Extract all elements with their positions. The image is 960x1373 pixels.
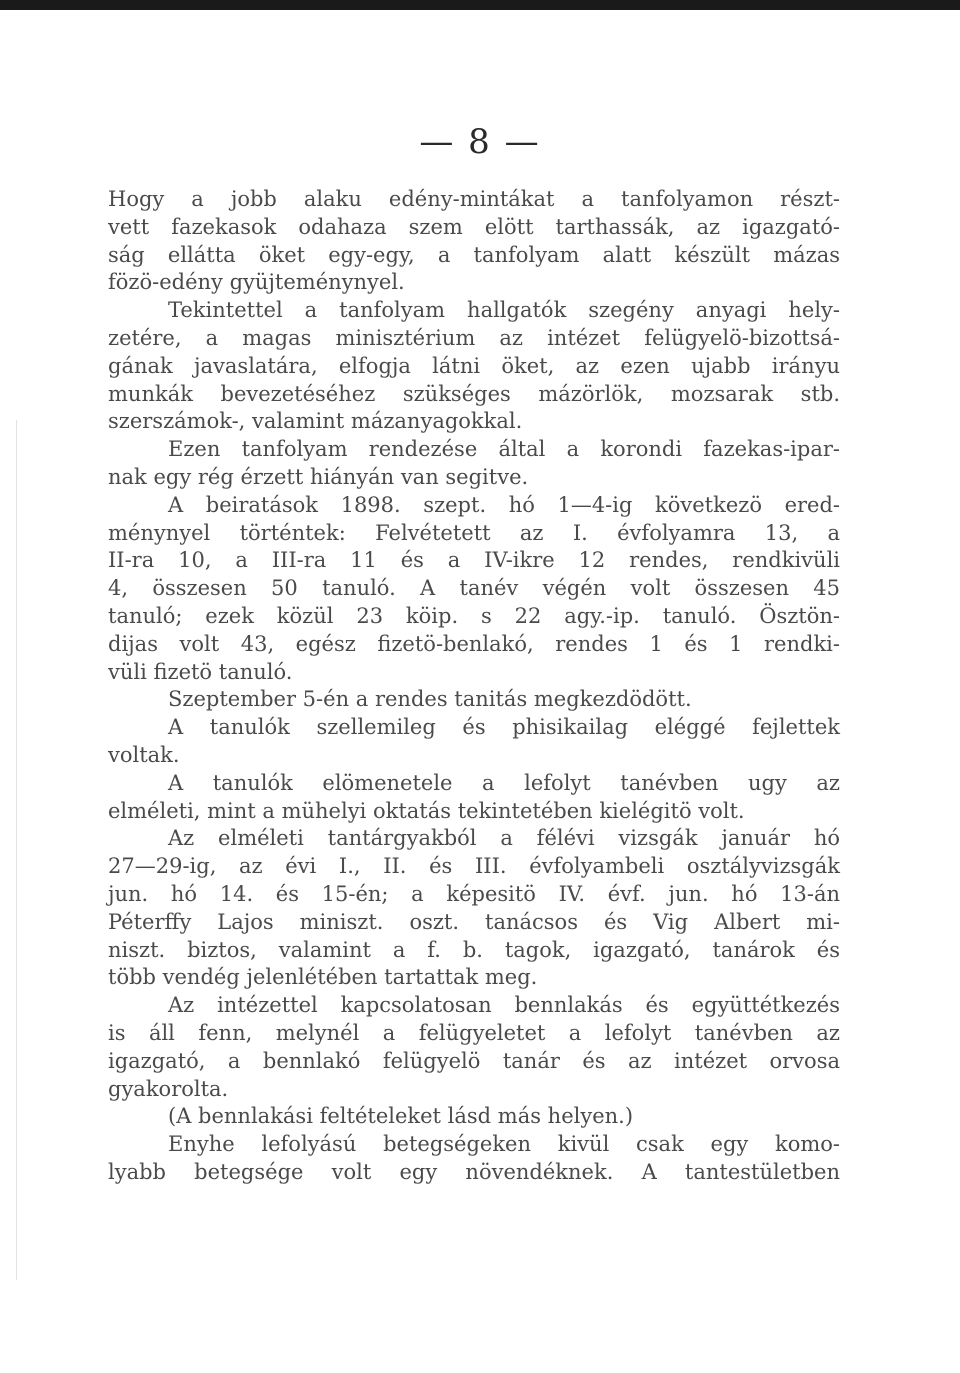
text-line: zetére, a magas minisztérium az intézet felügyelö-bizottsá-	[108, 325, 840, 350]
text-line: niszt. biztos, valamint a f. b. tagok, igazgató, tanárok és	[108, 937, 840, 962]
scan-binding-line	[16, 420, 17, 1280]
text-line: nak egy rég érzett hiányán van segitve.	[108, 464, 529, 489]
paragraph	[108, 186, 840, 297]
text-line: vett fazekasok odahaza szem elött tarthassák, az igazgató-	[108, 214, 840, 239]
page-number: — 8 —	[419, 122, 541, 162]
text-line: elméleti, mint a mühelyi oktatás tekintetében kielégitö volt.	[108, 798, 745, 823]
text-line: A tanulók szellemileg és phisikailag eléggé fejlettek	[168, 715, 840, 740]
text-line: gának javaslatára, elfogja látni öket, az ezen ujabb irányu	[108, 353, 840, 378]
paragraph	[108, 825, 840, 992]
text-line: A beiratások 1898. szept. hó 1—4-ig következö ered-	[168, 492, 840, 517]
paragraph	[108, 492, 840, 687]
text-line: ménynyel történtek: Felvétetett az I. évfolyamra 13, a	[108, 520, 840, 545]
paragraph	[108, 1131, 840, 1187]
text-line: vüli fizetö tanuló.	[108, 659, 293, 684]
paragraph	[108, 992, 840, 1103]
text-line: tanuló; ezek közül 23 köip. s 22 agy.-ip. tanuló. Ösztön-	[108, 603, 840, 628]
text-line: jun. hó 14. és 15-én; a képesitö IV. évf. jun. hó 13-án	[108, 881, 840, 906]
text-line: igazgató, a bennlakó felügyelö tanár és az intézet orvosa	[108, 1048, 840, 1073]
paragraph	[108, 1103, 840, 1131]
text-line: Az elméleti tantárgyakból a félévi vizsgák január hó	[168, 826, 840, 851]
paragraph	[108, 770, 840, 826]
text-line: (A bennlakási feltételeket lásd más helyen.)	[168, 1104, 634, 1129]
paragraph	[108, 297, 840, 436]
text-line: több vendég jelenlétében tartattak meg.	[108, 965, 538, 990]
paragraph	[108, 436, 840, 492]
text-line: Az intézettel kapcsolatosan bennlakás és együttétkezés	[168, 993, 840, 1018]
text-line: gyakorolta.	[108, 1076, 229, 1101]
text-line: munkák bevezetéséhez szükséges mázörlök, mozsarak stb.	[108, 381, 840, 406]
text-line: Ezen tanfolyam rendezése által a korondi fazekas-ipar-	[168, 437, 840, 462]
text-line: 4, összesen 50 tanuló. A tanév végén volt összesen 45	[108, 576, 840, 601]
text-line: szerszámok-, valamint mázanyagokkal.	[108, 409, 523, 434]
text-line: Szeptember 5-én a rendes tanitás megkezdödött.	[168, 687, 692, 712]
text-line: Péterffy Lajos miniszt. oszt. tanácsos és Vig Albert mi-	[108, 909, 840, 934]
scan-top-edge	[0, 0, 960, 10]
paragraph	[108, 686, 840, 714]
text-line: A tanulók elömenetele a lefolyt tanévben ugy az	[168, 770, 840, 795]
text-line: lyabb betegsége volt egy növendéknek. A tantestületben	[108, 1159, 840, 1184]
text-line: Hogy a jobb alaku edény-mintákat a tanfolyamon részt-	[108, 187, 840, 211]
text-line: II-ra 10, a III-ra 11 és a IV-ikre 12 rendes, rendkivüli	[108, 548, 840, 573]
text-line: fözö-edény gyüjteménynyel.	[108, 270, 405, 295]
text-line: 27—29-ig, az évi I., II. és III. évfolyambeli osztályvizsgák	[108, 854, 840, 879]
text-line: is áll fenn, melynél a felügyeletet a lefolyt tanévben az	[108, 1020, 840, 1045]
paragraph	[108, 714, 840, 770]
text-line: dijas volt 43, egész fizetö-benlakó, rendes 1 és 1 rendki-	[108, 631, 840, 656]
text-line: Enyhe lefolyású betegségeken kivül csak egy komo-	[168, 1132, 840, 1157]
body-text	[108, 186, 840, 1187]
text-line: voltak.	[108, 742, 180, 767]
text-line: Tekintettel a tanfolyam hallgatók szegény anyagi hely-	[168, 298, 840, 323]
text-line: ság ellátta öket egy-egy, a tanfolyam alatt készült mázas	[108, 242, 840, 267]
